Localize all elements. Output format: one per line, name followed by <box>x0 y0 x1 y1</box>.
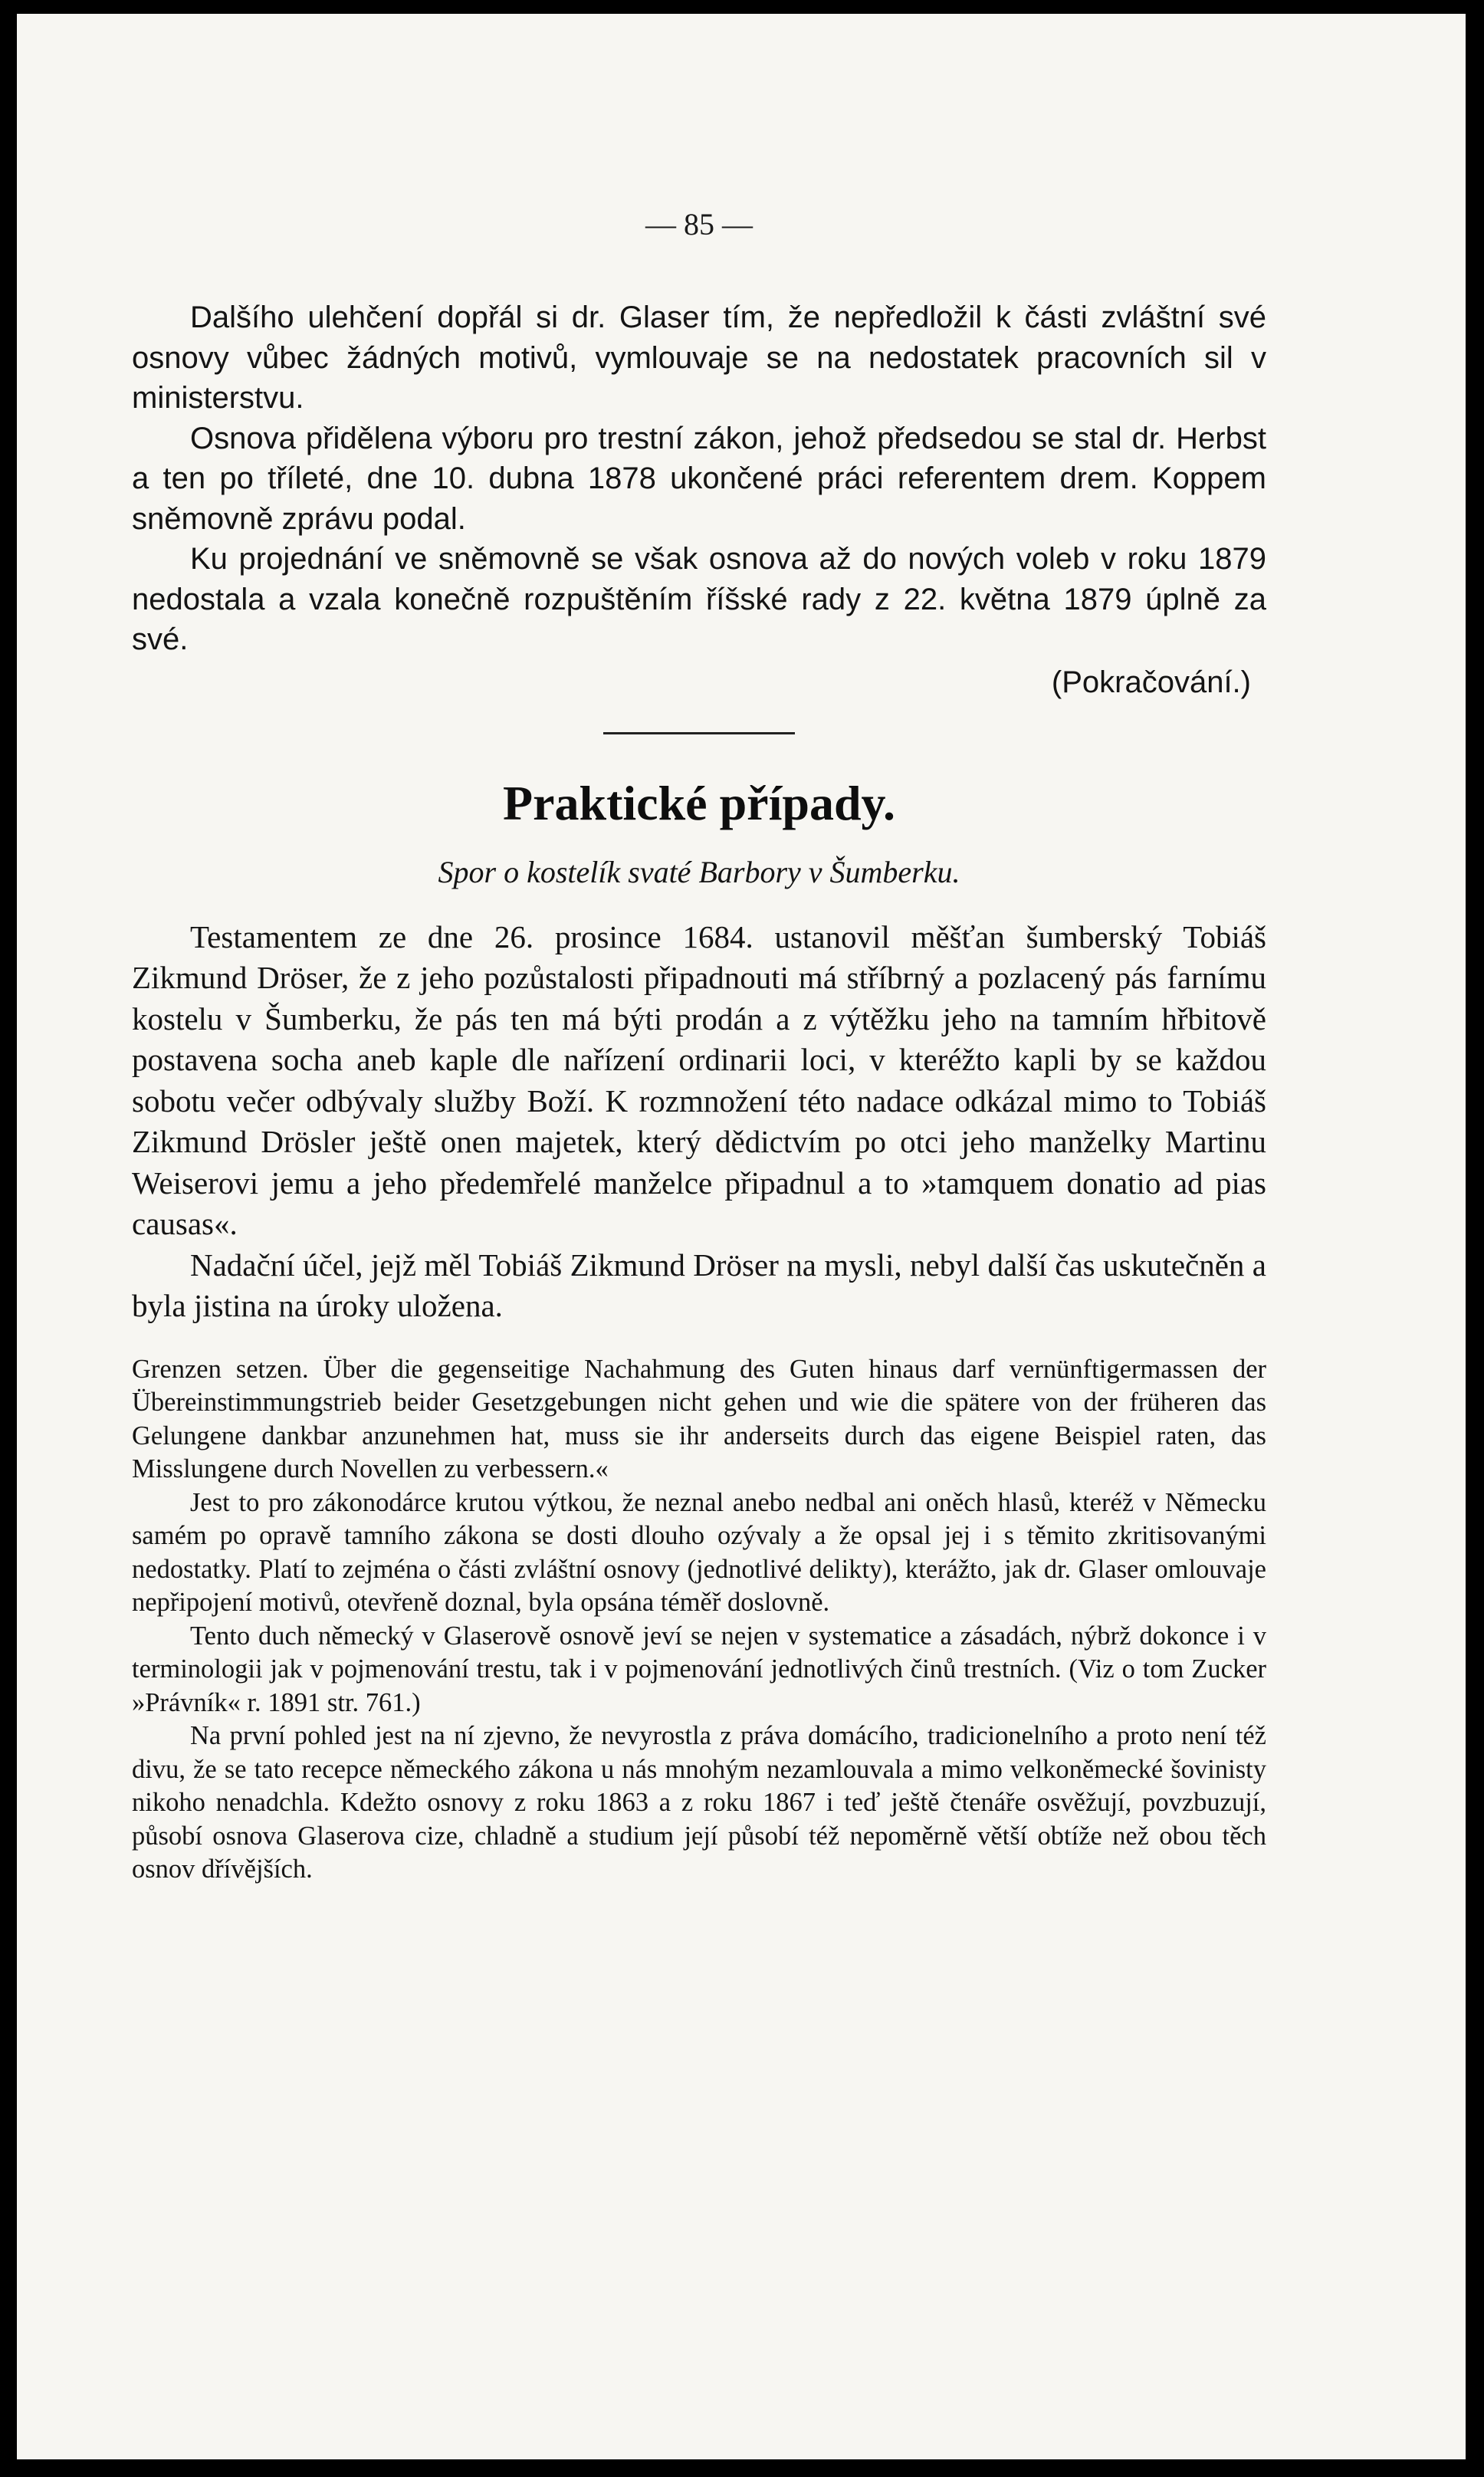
section-title: Praktické případy. <box>502 775 896 830</box>
paragraph: Ku projednání ve sněmovně se však osnova až do nových voleb v roku 1879 nedostala a vzala konečně rozpuštěním říšské rady z 22. května 1879 úplně za své. <box>132 542 1266 656</box>
section-divider <box>603 732 795 734</box>
continued-label: (Pokračování.) <box>1051 665 1251 699</box>
section-text-block <box>132 917 1266 1327</box>
page-number: — 85 — <box>645 207 753 241</box>
footnote-paragraph: Na první pohled jest na ní zjevno, že nevyrostla z práva domácího, tradicionelního a proto není též divu, že se tato recepce německého zákona u nás mnohým nezamlouvala a mimo velkoněmecké šovinisty nikoho nenadchla. Kdežto osnovy z roku 1863 a z roku 1867 i teď ještě čtenáře osvěžují, povzbuzují, působí osnova Glaserova cize, chladně a studium její působí též nepoměrně větší obtíže než obou těch osnov dřívějších. <box>132 1721 1266 1884</box>
paragraph: Osnova přidělena výboru pro trestní zákon, jehož předsedou se stal dr. Herbst a ten po tříleté, dne 10. dubna 1878 ukončené práci referentem drem. Koppem sněmovně zprávu podal. <box>132 421 1266 536</box>
footnote-paragraph: Jest to pro zákonodárce krutou výtkou, že neznal anebo nedbal ani oněch hlasů, kteréž v Německu samém po opravě tamního zákona se dosti dlouho ozývaly a že opsal jej i s těmito zkritisovanými nedostatky. Platí to zejména o části zvláštní osnovy (jednotlivé delikty), kterážto, jak dr. Glaser omlouvaje nepřipojení motivů, otevřeně doznal, byla opsána téměř doslovně. <box>132 1487 1266 1617</box>
section-subtitle: Spor o kostelík svaté Barbory v Šumberku. <box>438 854 960 889</box>
paragraph: Testamentem ze dne 26. prosince 1684. ustanovil měšťan šumberský Tobiáš Zikmund Dröser, že z jeho pozůstalosti připadnouti má stříbrný a pozlacený pás farnímu kostelu v Šumberku, že pás ten má býti prodán a z výtěžku jeho na tamním hřbitově postavena socha aneb kaple dle nařízení ordinarii loci, v kteréžto kapli by se každou sobotu večer odbývaly služby Boží. K rozmnožení této nadace odkázal mimo to Tobiáš Zikmund Drösler ještě onen majetek, který dědictvím po otci jeho manželky Martinu Weiserovi jemu a jeho předemřelé manželce připadnul a to »tamquem donatio ad pias causas«. <box>132 918 1266 1241</box>
footnote-paragraph: Grenzen setzen. Über die gegenseitige Nachahmung des Guten hinaus darf vernünftigermassen der Übereinstimmungstrieb beider Gesetzgebungen nicht gehen und wie die spätere von der früheren das Gelungene dankbar anzunehmen hat, muss sie ihr anderseits durch das eigene Beispiel raten, das Misslungene durch Novellen zu verbessern.« <box>132 1354 1266 1483</box>
footnote-paragraph: Tento duch německý v Glaserově osnově jeví se nejen v systematice a zásadách, nýbrž dokonce i v terminologii jak v pojmenování trestu, tak i v pojmenování jednotlivých činů trestních. (Viz o tom Zucker »Právník« r. 1891 str. 761.) <box>132 1621 1266 1717</box>
upper-text-block <box>132 297 1266 660</box>
book-page <box>17 14 1466 2459</box>
footnotes <box>132 1353 1266 1887</box>
paragraph: Dalšího ulehčení dopřál si dr. Glaser tím, že nepředložil k části zvláštní své osnovy vůbec žádných motivů, vymlouvaje se na nedostatek pracovních sil v ministerstvu. <box>132 301 1266 415</box>
paragraph: Nadační účel, jejž měl Tobiáš Zikmund Dröser na mysli, nebyl další čas uskutečněn a byla jistina na úroky uložena. <box>132 1247 1266 1323</box>
page-content <box>132 205 1266 1887</box>
